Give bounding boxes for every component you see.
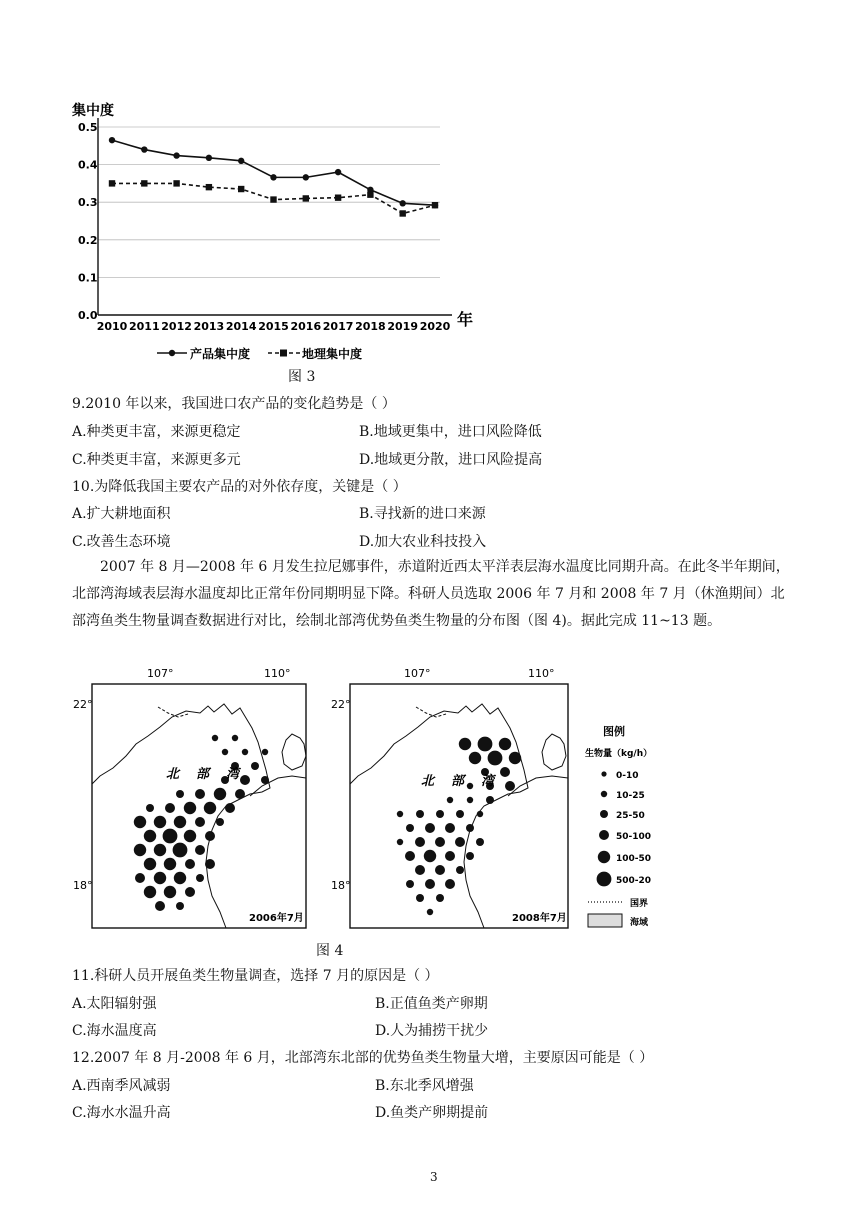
- biomass-dot: [144, 830, 156, 842]
- chart-grid: [98, 127, 440, 277]
- biomass-dot: [205, 831, 215, 841]
- q9-option-b: B.地域更集中，进口风险降低: [359, 424, 542, 440]
- legend-class-label: 10-25: [616, 791, 645, 801]
- legend-class-label: 0-10: [616, 771, 639, 781]
- biomass-dot: [486, 796, 494, 804]
- biomass-dot: [405, 851, 415, 861]
- legend-class-label: 25-50: [616, 811, 645, 821]
- biomass-dot: [261, 776, 269, 784]
- x-tick-label: 2016: [290, 320, 322, 333]
- biomass-dot: [455, 837, 465, 847]
- biomass-dot: [163, 829, 178, 844]
- biomass-dot: [436, 894, 444, 902]
- biomass-dot: [469, 752, 481, 764]
- biomass-dot: [232, 735, 238, 741]
- data-point: [303, 174, 309, 180]
- biomass-dot: [416, 810, 424, 818]
- biomass-dot: [459, 738, 471, 750]
- legend-marker-geo: [280, 350, 287, 357]
- page-number: 3: [430, 1170, 438, 1184]
- legend-subtitle: 生物量（kg/h）: [585, 749, 653, 759]
- data-point: [335, 194, 341, 200]
- biomass-dot: [416, 894, 424, 902]
- map-2006: [73, 667, 306, 928]
- biomass-dot: [477, 811, 483, 817]
- biomass-dot: [195, 817, 205, 827]
- biomass-dot: [466, 852, 474, 860]
- biomass-dot: [134, 816, 146, 828]
- q11-option-b: B.正值鱼类产卵期: [375, 996, 488, 1012]
- biomass-dot: [478, 737, 493, 752]
- x-tick-label: 2018: [355, 320, 386, 333]
- biomass-dot: [445, 851, 455, 861]
- q11-option-c: C.海水温度高: [72, 1023, 157, 1039]
- data-point: [400, 200, 406, 206]
- legend-class-label: 500-20: [616, 876, 652, 886]
- biomass-dot: [185, 859, 195, 869]
- biomass-dot: [195, 789, 205, 799]
- legend-class-label: 50-100: [616, 832, 652, 842]
- x-tick-label: 2015: [258, 320, 289, 333]
- biomass-dot: [154, 872, 166, 884]
- biomass-dot: [214, 788, 226, 800]
- biomass-dot: [184, 802, 196, 814]
- biomass-dot: [251, 762, 259, 770]
- data-point: [303, 195, 309, 201]
- y-tick-labels: [78, 121, 98, 322]
- biomass-dot: [204, 802, 216, 814]
- x-tick-label: 2012: [161, 320, 192, 333]
- q9-stem: 9.2010 年以来，我国进口农产品的变化趋势是（ ）: [72, 396, 396, 412]
- y-tick-label: 0.5: [78, 121, 98, 134]
- map1-lat-22: 22°: [73, 698, 93, 711]
- biomass-dot: [415, 837, 425, 847]
- biomass-dot: [135, 873, 145, 883]
- biomass-dot: [456, 810, 464, 818]
- data-point: [206, 155, 212, 161]
- biomass-dot: [154, 844, 166, 856]
- legend-dot: [601, 771, 606, 776]
- biomass-dot: [205, 859, 215, 869]
- biomass-dot: [176, 790, 184, 798]
- biomass-dot: [185, 887, 195, 897]
- biomass-dot: [174, 816, 186, 828]
- q11-option-d: D.人为捕捞干扰少: [375, 1023, 489, 1039]
- biomass-dot: [447, 797, 453, 803]
- biomass-dot: [436, 810, 444, 818]
- legend-dot: [599, 830, 609, 840]
- x-tick-label: 2020: [419, 320, 451, 333]
- q10-option-c: C.改善生态环境: [72, 534, 171, 550]
- legend-sea-swatch: [588, 914, 622, 927]
- biomass-dot: [235, 789, 245, 799]
- biomass-dot: [173, 843, 188, 858]
- map2-lon-110: 110°: [528, 667, 555, 680]
- biomass-dot: [415, 865, 425, 875]
- biomass-dot: [488, 751, 503, 766]
- map2-lat-22: 22°: [331, 698, 351, 711]
- biomass-dot: [425, 879, 435, 889]
- map1-lat-18: 18°: [73, 879, 93, 892]
- biomass-dot: [445, 879, 455, 889]
- data-point: [270, 196, 276, 202]
- map2-gulf-bu: 部: [451, 774, 465, 789]
- q10-option-a: A.扩大耕地面积: [72, 506, 171, 522]
- legend-dot: [600, 810, 608, 818]
- biomass-dot: [499, 738, 511, 750]
- x-tick-labels: [97, 320, 451, 333]
- y-axis-label: 集中度: [72, 103, 114, 119]
- y-tick-label: 0.3: [78, 196, 98, 210]
- series-line: [112, 140, 435, 205]
- q11-stem: 11.科研人员开展鱼类生物量调查，选择 7 月的原因是（ ）: [72, 968, 439, 984]
- biomass-dot: [406, 880, 414, 888]
- biomass-dot: [196, 874, 204, 882]
- q10-option-d: D.加大农业科技投入: [359, 534, 487, 550]
- map1-lon-107: 107°: [147, 667, 174, 680]
- biomass-dot: [435, 865, 445, 875]
- legend-classes: [597, 771, 651, 886]
- biomass-dot: [427, 909, 433, 915]
- biomass-dot: [500, 767, 510, 777]
- biomass-dot: [165, 803, 175, 813]
- map2-lat-18: 18°: [331, 879, 351, 892]
- data-point: [206, 184, 212, 190]
- q12-option-b: B.东北季风增强: [375, 1078, 474, 1094]
- legend-dot: [597, 872, 612, 887]
- q9-option-d: D.地域更分散，进口风险提高: [359, 452, 543, 468]
- y-tick-label: 0.4: [78, 158, 98, 172]
- legend-label-product: 产品集中度: [190, 347, 251, 361]
- biomass-dot: [509, 752, 521, 764]
- map-legend: [585, 724, 652, 928]
- legend-dot: [601, 791, 607, 797]
- map1-gulf-bu: 部: [196, 767, 210, 782]
- x-tick-label: 2014: [225, 320, 257, 333]
- y-tick-label: 0.1: [78, 271, 98, 285]
- map-2008: [331, 667, 568, 928]
- data-point: [238, 158, 244, 164]
- x-tick-label: 2013: [193, 320, 225, 333]
- data-point: [109, 180, 115, 186]
- biomass-dot: [476, 838, 484, 846]
- map2-gulf-wan: 湾: [481, 774, 495, 789]
- q10-stem: 10.为降低我国主要农产品的对外依存度，关键是（ ）: [72, 479, 407, 495]
- biomass-dot: [164, 886, 176, 898]
- biomass-dot: [195, 845, 205, 855]
- data-point: [173, 180, 179, 186]
- q12-option-a: A.西南季风减弱: [72, 1078, 171, 1094]
- biomass-dot: [174, 872, 186, 884]
- x-axis-label: 年: [457, 310, 474, 329]
- map1-lon-110: 110°: [264, 667, 291, 680]
- data-point: [367, 191, 373, 197]
- legend-title: 图例: [603, 725, 625, 738]
- biomass-dot: [154, 816, 166, 828]
- q11-option-a: A.太阳辐射强: [72, 996, 157, 1012]
- biomass-dot: [456, 866, 464, 874]
- y-tick-label: 0.0: [78, 309, 98, 322]
- q12-option-d: D.鱼类产卵期提前: [375, 1105, 489, 1121]
- map1-gulf-wan: 湾: [226, 767, 240, 782]
- figure-3-caption: 图 3: [288, 369, 316, 385]
- biomass-dot: [216, 818, 224, 826]
- map2-lon-107: 107°: [404, 667, 431, 680]
- x-tick-label: 2017: [322, 320, 354, 333]
- q10-option-b: B.寻找新的进口来源: [359, 506, 486, 522]
- legend-border-label: 国界: [630, 899, 649, 909]
- data-point: [400, 210, 406, 216]
- biomass-dot: [505, 781, 515, 791]
- biomass-dot: [144, 886, 156, 898]
- biomass-dot: [176, 902, 184, 910]
- legend-dot: [598, 851, 610, 863]
- biomass-dot: [155, 901, 165, 911]
- biomass-dot: [212, 735, 218, 741]
- biomass-dot: [262, 749, 268, 755]
- biomass-dot: [397, 811, 403, 817]
- biomass-dot: [467, 783, 473, 789]
- biomass-dot: [242, 749, 248, 755]
- data-point: [270, 174, 276, 180]
- map1-gulf-bei: 北: [166, 767, 180, 782]
- biomass-dot: [144, 858, 156, 870]
- data-point: [141, 146, 147, 152]
- biomass-dot: [184, 830, 196, 842]
- q12-option-c: C.海水水温升高: [72, 1105, 171, 1121]
- q12-stem: 12.2007 年 8 月-2008 年 6 月，北部湾东北部的优势鱼类生物量大增，主要原因可能是（ ）: [72, 1050, 654, 1066]
- biomass-dot: [225, 803, 235, 813]
- data-point: [141, 180, 147, 186]
- map2-gulf-bei: 北: [421, 774, 435, 789]
- biomass-dot: [146, 804, 154, 812]
- biomass-dot: [425, 823, 435, 833]
- map2-date: 2008年7月: [512, 913, 567, 924]
- x-tick-label: 2011: [128, 320, 160, 333]
- biomass-dot: [424, 850, 436, 862]
- chart-series: [109, 137, 438, 217]
- legend-marker-product: [169, 350, 175, 356]
- biomass-dot: [240, 775, 250, 785]
- map1-date: 2006年7月: [249, 913, 304, 924]
- biomass-dot: [445, 823, 455, 833]
- data-point: [432, 202, 438, 208]
- legend-sea-label: 海域: [630, 918, 649, 928]
- figure-3-line-chart: [0, 90, 868, 370]
- biomass-dot: [435, 837, 445, 847]
- legend-class-label: 100-50: [616, 854, 652, 864]
- biomass-dot: [134, 844, 146, 856]
- data-point: [335, 169, 341, 175]
- y-tick-label: 0.2: [78, 233, 98, 247]
- x-tick-label: 2010: [96, 320, 128, 333]
- chart-legend: [157, 346, 362, 361]
- biomass-dot: [397, 839, 403, 845]
- biomass-dot: [222, 749, 228, 755]
- figure-4-caption: 图 4: [316, 943, 344, 959]
- data-point: [109, 137, 115, 143]
- biomass-dot: [164, 858, 176, 870]
- data-point: [238, 186, 244, 192]
- data-point: [173, 152, 179, 158]
- biomass-dot: [406, 824, 414, 832]
- legend-label-geo: 地理集中度: [302, 347, 363, 361]
- passage-text: 2007 年 8 月—2008 年 6 月发生拉尼娜事件，赤道附近西太平洋表层海水温度比同期升高。在此冬半年期间，北部湾海域表层海水温度却比正常年份同期明显下降。科研人员选取 2006 年 7 月和 2008 年 7 月（休渔期间）北部湾鱼类生物量调查数据进行对比，绘制北部湾优势鱼类生物量的分布图（图 4)。据此完成 11~13 题。: [72, 559, 790, 629]
- biomass-dot: [466, 824, 474, 832]
- figure-4-maps: [60, 662, 680, 934]
- biomass-dot: [467, 797, 473, 803]
- q9-option-a: A.种类更丰富，来源更稳定: [72, 424, 241, 440]
- q9-option-c: C.种类更丰富，来源更多元: [72, 452, 241, 468]
- x-tick-label: 2019: [387, 320, 419, 333]
